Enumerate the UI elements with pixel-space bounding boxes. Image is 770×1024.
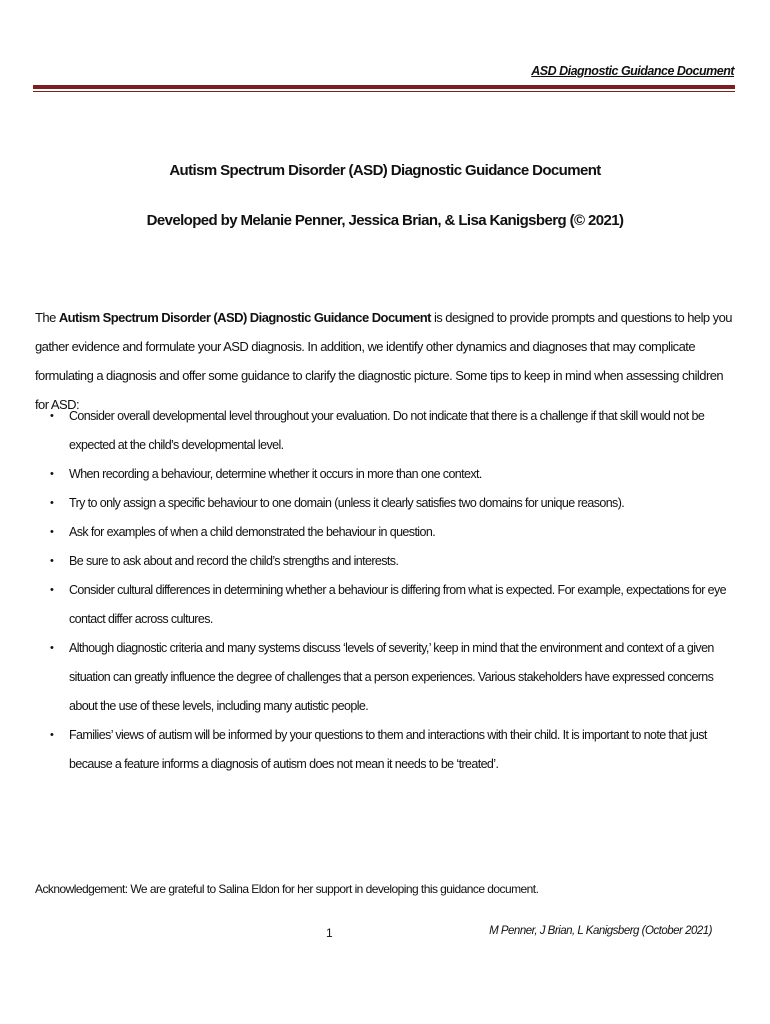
- intro-lead: The: [35, 310, 59, 325]
- bullet-icon: •: [50, 584, 54, 596]
- bullet-icon: •: [50, 642, 54, 654]
- bullet-icon: •: [50, 526, 54, 538]
- document-title: Autism Spectrum Disorder (ASD) Diagnostic Guidance Document: [169, 162, 601, 179]
- footer-credit: M Penner, J Brian, L Kanigsberg (October 2021): [489, 925, 712, 937]
- header-rule-thick: [33, 85, 735, 89]
- tip-text: When recording a behaviour, determine whether it occurs in more than one context.: [69, 467, 482, 481]
- bullet-icon: •: [50, 729, 54, 741]
- intro-bold-title: Autism Spectrum Disorder (ASD) Diagnostic Guidance Document: [58, 310, 431, 325]
- acknowledgement: Acknowledgement: We are grateful to Salina Eldon for her support in developing this guidance document.: [35, 882, 539, 896]
- tip-text: Consider cultural differences in determining whether a behaviour is differing from what is expected. For example, expectations for eye contact differ across cultures.: [69, 583, 727, 626]
- list-item: [35, 576, 735, 634]
- bullet-icon: •: [50, 497, 54, 509]
- list-item: [35, 460, 735, 489]
- list-item: [35, 634, 735, 721]
- bullet-icon: •: [50, 468, 54, 480]
- tips-list: [35, 402, 735, 779]
- list-item: [35, 721, 735, 779]
- bullet-icon: •: [50, 410, 54, 422]
- running-header-title: ASD Diagnostic Guidance Document: [531, 64, 734, 78]
- list-item: [35, 402, 735, 460]
- tip-text: Try to only assign a specific behaviour to one domain (unless it clearly satisfies two domains for unique reasons).: [69, 496, 625, 510]
- tip-text: Be sure to ask about and record the child’s strengths and interests.: [69, 554, 399, 568]
- tip-text: Ask for examples of when a child demonstrated the behaviour in question.: [69, 525, 436, 539]
- tip-text: Families’ views of autism will be informed by your questions to them and interactions with their child. It is important to note that just because a feature informs a diagnosis of autism does not mean it needs to be ‘treated’.: [69, 728, 707, 771]
- intro-rest: is designed to provide prompts and questions to help you gather evidence and formulate your ASD diagnosis. In addition, we identify other dynamics and diagnoses that may complicate formulating a diagnosis and offer some guidance to clarify the diagnostic picture. Some tips to keep in mind when assessing children for ASD:: [35, 310, 732, 412]
- bullet-icon: •: [50, 555, 54, 567]
- document-subtitle: Developed by Melanie Penner, Jessica Brian, & Lisa Kanigsberg (© 2021): [146, 212, 624, 229]
- header-rule-thin: [33, 91, 735, 92]
- page-number: 1: [326, 926, 333, 940]
- list-item: [35, 518, 735, 547]
- list-item: [35, 489, 735, 518]
- tip-text: Consider overall developmental level throughout your evaluation. Do not indicate that there is a challenge if that skill would not be expected at the child’s developmental level.: [69, 409, 705, 452]
- tip-text: Although diagnostic criteria and many systems discuss ‘levels of severity,’ keep in mind that the environment and context of a given situation can greatly influence the degree of challenges that a person experiences. Various stakeholders have expressed concerns about the use of these levels, including many autistic people.: [69, 641, 714, 713]
- list-item: [35, 547, 735, 576]
